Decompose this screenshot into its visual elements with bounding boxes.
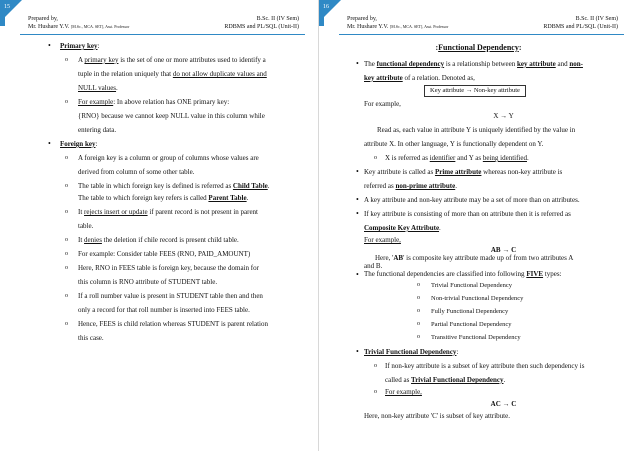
- fd-composite-explanation-cont: and B.: [364, 262, 383, 270]
- fd-identifier-note: o X is referred as identifier and Y as being identified.: [319, 152, 638, 164]
- header-rule: [20, 34, 305, 35]
- fd-composite-cont: Composite Key Attribute.: [364, 224, 441, 232]
- trivial-fd-explanation: Here, non-key attribute 'C' is subset of key attribute.: [364, 412, 510, 420]
- foreign-key-item: o Hence, FEES is child relation whereas STUDENT is parent relation: [0, 318, 319, 330]
- primary-key-definition-cont: tuple in the relation uniquely that do not allow duplicate values and: [78, 70, 267, 78]
- foreign-key-item-cont: this case.: [78, 334, 104, 342]
- subject-label: RDBMS and PL/SQL (Unit-II): [543, 24, 618, 30]
- fd-type-item: o Fully Functional Dependency: [431, 305, 638, 318]
- primary-key-example: o For example: In above relation has ONE primary key:: [0, 96, 319, 108]
- bullet-trivial-fd: • Trivial Functional Dependency:: [319, 346, 638, 358]
- fd-composite: • If key attribute is consisting of more than on attribute then it is referred as: [319, 208, 638, 220]
- fd-definition: • The functional dependency is a relationship between key attribute and non-: [319, 58, 638, 70]
- fd-definition-cont: key attribute of a relation. Denoted as,: [364, 74, 475, 82]
- fd-type-item: o Trivial Functional Dependency: [431, 279, 638, 292]
- fd-composite-example: For example,: [364, 236, 401, 244]
- foreign-key-item: o A foreign key is a column or group of columns whose values are: [0, 152, 319, 164]
- fd-classification: • The functional dependencies are classified into following FIVE types:: [319, 270, 638, 279]
- prepared-by: Prepared by,: [28, 16, 58, 22]
- primary-key-example-cont2: entering data.: [78, 126, 117, 134]
- page-header-right: [224, 15, 299, 31]
- formula-x-y: X → Y: [493, 112, 514, 120]
- author-line: Mr. Hushare Y.V. [M.Sc., MCA. SET], Asst. Professor: [347, 24, 449, 30]
- page-number: 16: [323, 4, 329, 10]
- trivial-fd-definition-cont: called as Trivial Functional Dependency.: [385, 376, 506, 384]
- bullet-primary-key: • Primary key:: [0, 40, 319, 52]
- fd-explanation-cont: attribute X. In other language, Y is functionally dependent on Y.: [364, 140, 544, 148]
- foreign-key-item-cont: only a record for that roll number is inserted into FEES table.: [78, 306, 250, 314]
- fd-prime-attribute-cont: referred as non-prime attribute.: [364, 182, 457, 190]
- header-rule: [339, 34, 624, 35]
- trivial-fd-definition: o If non-key attribute is a subset of key attribute then such dependency is: [319, 360, 638, 372]
- trivial-fd-example: o For example,: [319, 386, 638, 398]
- page-header-left: [347, 15, 448, 31]
- page-number: 15: [4, 4, 10, 10]
- notation-row: [319, 84, 638, 98]
- foreign-key-item: o It rejects insert or update if parent record is not present in parent: [0, 206, 319, 218]
- page-header-left: [28, 15, 129, 31]
- formula-ab-c: AB → C: [490, 246, 517, 254]
- fd-type-item: o Partial Functional Dependency: [431, 318, 638, 331]
- primary-key-definition: o A primary key is the set of one or more attributes used to identify a: [0, 54, 319, 66]
- formula-ac-c: AC → C: [490, 400, 517, 408]
- fd-composite-explanation: Here, 'AB' is composite key attribute made up of from two attributes A: [375, 254, 574, 262]
- author-line: Mr. Hushare Y.V. [M.Sc., MCA. SET], Asst. Professor: [28, 24, 130, 30]
- prepared-by: Prepared by,: [347, 16, 377, 22]
- fd-explanation: Read as, each value in attribute Y is uniquely identified by the value in: [377, 126, 576, 134]
- foreign-key-item-cont: The table to which foreign key refers is called Parent Table.: [78, 194, 249, 202]
- foreign-key-item-cont: this column is RNO attribute of STUDENT table.: [78, 278, 218, 286]
- foreign-key-item: o The table in which foreign key is defined is referred as Child Table.: [0, 180, 319, 192]
- foreign-key-item: o If a roll number value is present in STUDENT table then and then: [0, 290, 319, 302]
- primary-key-example-cont: {RNO} because we cannot keep NULL value in this column while: [78, 112, 265, 120]
- fd-prime-attribute: • Key attribute is called as Prime attribute whereas non-key attribute is: [319, 166, 638, 178]
- bullet-foreign-key: • Foreign key:: [0, 138, 319, 150]
- foreign-key-item-cont: table.: [78, 222, 94, 230]
- page-content: [0, 40, 319, 344]
- subject-label: RDBMS and PL/SQL (Unit-II): [224, 24, 299, 30]
- fd-types-list: [319, 279, 638, 344]
- primary-key-definition-cont2: NULL values.: [78, 84, 118, 92]
- fd-attribute-set: • A key attribute and non-key attribute may be a set of more than on attributes.: [319, 194, 638, 206]
- foreign-key-item: o Here, RNO in FEES table is foreign key, because the domain for: [0, 262, 319, 274]
- page-content: [319, 40, 638, 422]
- page-header-right: [543, 15, 618, 31]
- foreign-key-item: o For example: Consider table FEES (RNO, PAID_AMOUNT): [0, 248, 319, 260]
- fd-type-item: o Transitive Functional Dependency: [431, 331, 638, 344]
- course-label: B.Sc. II (IV Sem): [575, 16, 618, 22]
- notation-box: Key attribute → Non-key attribute: [424, 85, 526, 97]
- fd-type-item: o Non-trivial Functional Dependency: [431, 292, 638, 305]
- foreign-key-item-cont: derived from column of some other table.: [78, 168, 195, 176]
- course-label: B.Sc. II (IV Sem): [256, 16, 299, 22]
- page-16: [319, 0, 638, 451]
- fd-example-label: For example,: [364, 100, 401, 108]
- foreign-key-item: o It denies the deletion if chile record is present child table.: [0, 234, 319, 246]
- section-title: :Functional Dependency:: [435, 43, 522, 52]
